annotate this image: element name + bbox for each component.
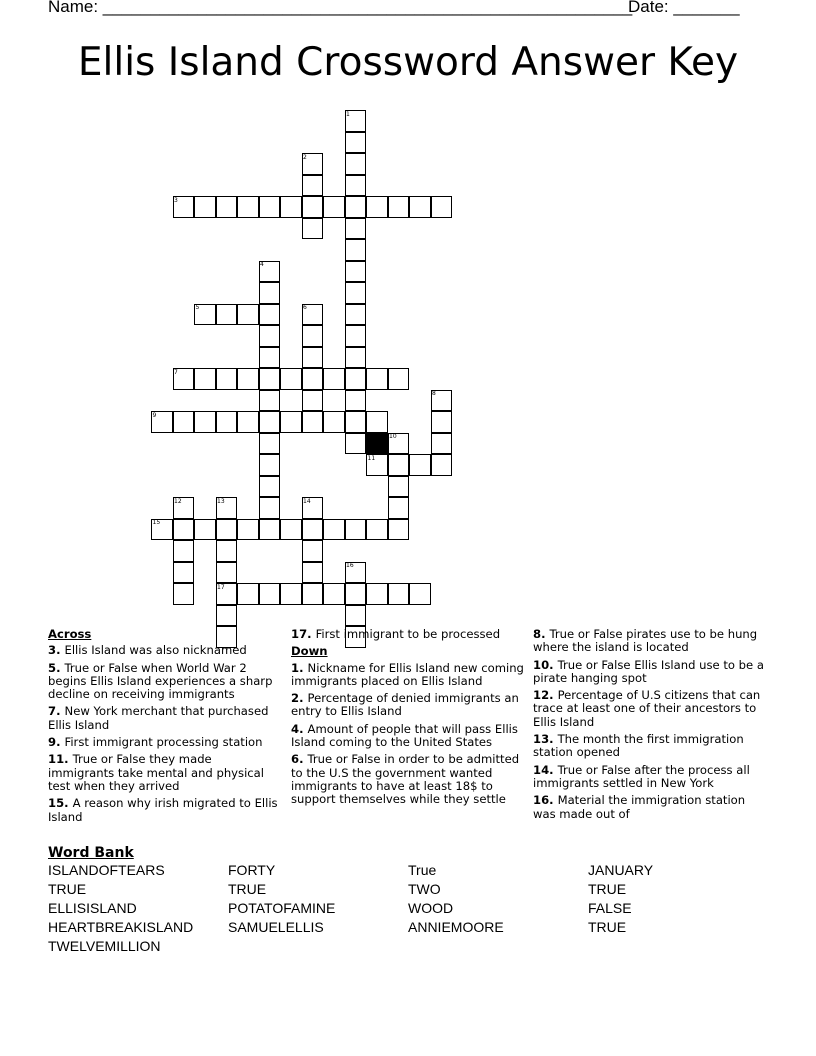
clue-number-label: 8.: [533, 627, 550, 641]
clue-item: [533, 689, 765, 729]
word-bank-item: WOOD: [408, 900, 454, 916]
crossword-cell[interactable]: [431, 196, 453, 218]
crossword-cell[interactable]: [302, 540, 324, 562]
crossword-cell[interactable]: [173, 411, 195, 433]
crossword-cell[interactable]: [345, 304, 367, 326]
crossword-cell[interactable]: [302, 519, 324, 541]
clue-item: [48, 705, 280, 732]
crossword-cell[interactable]: [302, 390, 324, 412]
crossword-cell[interactable]: [345, 282, 367, 304]
crossword-cell[interactable]: [280, 196, 302, 218]
clue-item: [533, 794, 765, 821]
crossword-cell[interactable]: [216, 196, 238, 218]
name-field[interactable]: Name: ________________________________________________________: [48, 0, 633, 16]
clue-number: 11: [367, 454, 376, 462]
crossword-cell[interactable]: [280, 519, 302, 541]
crossword-cell[interactable]: [345, 583, 367, 605]
crossword-cell[interactable]: [431, 454, 453, 476]
clue-number: 2: [303, 153, 307, 161]
crossword-cell[interactable]: [366, 368, 388, 390]
word-bank-item: JANUARY: [588, 862, 654, 878]
crossword-cell[interactable]: [259, 433, 281, 455]
clue-text: New York merchant that purchased Ellis Island: [48, 704, 269, 732]
crossword-cell[interactable]: [323, 519, 345, 541]
clue-number-label: 14.: [533, 762, 558, 777]
crossword-cell[interactable]: [323, 583, 345, 605]
crossword-cell[interactable]: [237, 368, 259, 390]
clue-text: True or False when World War 2 begins Ellis Island experiences a sharp decline on receiving immigrants: [48, 660, 273, 702]
clue-number-label: 15.: [48, 796, 73, 811]
word-bank-item: HEARTBREAKISLAND: [48, 919, 194, 935]
clue-number-label: 2.: [291, 691, 308, 706]
clue-text: Ellis Island was also nicknamed: [64, 643, 247, 658]
clue-text: A reason why irish migrated to Ellis Island: [48, 796, 278, 824]
crossword-cell[interactable]: [345, 368, 367, 390]
clue-item: [291, 753, 525, 806]
crossword-cell[interactable]: [323, 368, 345, 390]
crossword-cell[interactable]: [173, 583, 195, 605]
clue-number-label: 9.: [48, 735, 65, 750]
clue-number-label: 11.: [48, 752, 73, 767]
crossword-cell[interactable]: [259, 390, 281, 412]
crossword-cell[interactable]: [237, 519, 259, 541]
clue-text: True or False in order to be admitted to the U.S the government wanted immigrants to have at least 18$ to support themselves while they settle: [291, 752, 520, 807]
clue-number: 8: [432, 390, 436, 397]
crossword-cell[interactable]: [345, 153, 367, 175]
word-bank-item: SAMUELELLIS: [228, 919, 324, 935]
clue-text: First immigrant to be processed: [315, 627, 501, 641]
crossword-cell[interactable]: [259, 282, 281, 304]
crossword-cell[interactable]: [366, 583, 388, 605]
crossword-cell[interactable]: [388, 476, 410, 498]
clue-number: 9: [152, 411, 157, 419]
crossword-cell[interactable]: [194, 368, 216, 390]
crossword-cell[interactable]: [194, 519, 216, 541]
crossword-cell[interactable]: [323, 411, 345, 433]
clue-item: [533, 764, 765, 791]
crossword-cell[interactable]: [259, 519, 281, 541]
crossword-cell[interactable]: [409, 196, 431, 218]
crossword-cell[interactable]: [345, 175, 367, 197]
crossword-cell[interactable]: [237, 304, 259, 326]
crossword-cell[interactable]: [237, 411, 259, 433]
crossword-cell[interactable]: [302, 175, 324, 197]
clue-number-label: 13.: [533, 732, 558, 747]
crossword-cell[interactable]: [302, 562, 324, 584]
word-bank-item: TWELVEMILLION: [48, 938, 161, 954]
crossword-cell[interactable]: [302, 325, 324, 347]
clues-column-2: [291, 628, 525, 811]
crossword-cell[interactable]: [302, 411, 324, 433]
crossword-cell[interactable]: [216, 519, 238, 541]
across-heading: Across: [48, 627, 92, 641]
crossword-cell[interactable]: [216, 540, 238, 562]
crossword-cell[interactable]: [345, 519, 367, 541]
crossword-cell[interactable]: [409, 583, 431, 605]
clue-number: 7: [174, 368, 178, 376]
word-bank-item: ISLANDOFTEARS: [48, 862, 165, 878]
clue-number: 16: [346, 562, 354, 569]
clue-text: Percentage of U.S citizens that can trace at least one of their ancestors to Ellis Island: [533, 688, 761, 729]
crossword-cell[interactable]: [388, 497, 410, 519]
clue-number: 4: [260, 261, 264, 268]
clue-number: 6: [303, 304, 307, 311]
clue-item: [48, 662, 280, 702]
clue-item: [48, 736, 280, 749]
crossword-cell[interactable]: [345, 390, 367, 412]
clue-text: Amount of people that will pass Ellis Island coming to the United States: [291, 721, 518, 750]
word-bank-item: TRUE: [48, 881, 87, 897]
word-bank-item: TWO: [408, 881, 441, 897]
crossword-cell[interactable]: [259, 368, 281, 390]
crossword-cell[interactable]: [345, 196, 367, 218]
clue-number-label: 4.: [291, 721, 308, 736]
crossword-cell[interactable]: [173, 540, 195, 562]
crossword-cell[interactable]: [259, 411, 281, 433]
crossword-cell[interactable]: [388, 368, 410, 390]
clue-item: [291, 692, 525, 719]
clue-text: Percentage of denied immigrants an entry to Ellis Island: [291, 691, 519, 719]
crossword-cell[interactable]: [237, 196, 259, 218]
crossword-cell[interactable]: [409, 454, 431, 476]
crossword-cell[interactable]: [302, 196, 324, 218]
crossword-cell[interactable]: [259, 325, 281, 347]
clue-number: 17: [217, 583, 225, 591]
crossword-cell[interactable]: [388, 454, 410, 476]
crossword-cell[interactable]: [280, 411, 302, 433]
clue-number-label: 7.: [48, 704, 65, 719]
crossword-cell[interactable]: [302, 368, 324, 390]
clue-text: True or False Ellis Island use to be a pirate hanging spot: [533, 657, 764, 685]
crossword-cell[interactable]: [216, 304, 238, 326]
crossword-cell[interactable]: [259, 304, 281, 326]
clue-item: [291, 628, 525, 641]
word-bank-item: FALSE: [588, 900, 632, 916]
clue-number: 5: [195, 304, 200, 311]
clue-item: [533, 628, 765, 655]
crossword-cell[interactable]: [259, 497, 281, 519]
crossword-cell[interactable]: [366, 196, 388, 218]
crossword-cell[interactable]: [345, 261, 367, 283]
crossword-cell[interactable]: [388, 583, 410, 605]
crossword-cell[interactable]: [194, 411, 216, 433]
crossword-cell[interactable]: [280, 368, 302, 390]
crossword-cell[interactable]: [194, 196, 216, 218]
crossword-cell[interactable]: [366, 519, 388, 541]
word-bank-item: ELLISISLAND: [48, 900, 137, 916]
clue-number-label: 6.: [291, 752, 308, 767]
clue-number: 1: [346, 110, 350, 118]
crossword-cell[interactable]: [345, 347, 367, 369]
clue-number-label: 5.: [48, 660, 65, 675]
crossword-cell[interactable]: [345, 325, 367, 347]
crossword-cell[interactable]: [323, 196, 345, 218]
crossword-black-cell: [366, 433, 388, 455]
clue-number-label: 1.: [291, 660, 308, 675]
clue-number: 3: [174, 196, 178, 204]
clue-item: [533, 659, 765, 686]
crossword-cell[interactable]: [173, 562, 195, 584]
crossword-cell[interactable]: [388, 519, 410, 541]
crossword-cell[interactable]: [216, 368, 238, 390]
clue-item: [533, 733, 765, 760]
crossword-cell[interactable]: [237, 583, 259, 605]
clues-column-1: [48, 628, 280, 828]
crossword-cell[interactable]: [259, 347, 281, 369]
clue-text: True or False after the process all immigrants settled in New York: [533, 762, 750, 790]
crossword-cell[interactable]: [345, 218, 367, 240]
word-bank-item: TRUE: [588, 881, 627, 897]
clue-number: 14: [303, 497, 311, 505]
clue-item: [48, 753, 280, 793]
clue-item: [291, 723, 525, 750]
crossword-cell[interactable]: [259, 196, 281, 218]
clue-number: 13: [217, 497, 225, 505]
crossword-cell[interactable]: [259, 454, 281, 476]
crossword-cell[interactable]: [216, 562, 238, 584]
crossword-cell[interactable]: [302, 583, 324, 605]
clue-number-label: 10.: [533, 657, 558, 672]
word-bank-item: FORTY: [228, 862, 276, 878]
clues-column-3: [533, 628, 765, 825]
crossword-cell[interactable]: [388, 196, 410, 218]
page-title: Ellis Island Crossword Answer Key: [77, 40, 739, 85]
word-bank-item: TRUE: [588, 919, 627, 935]
clue-item: [291, 662, 525, 689]
crossword-cell[interactable]: [431, 411, 453, 433]
crossword-cell[interactable]: [345, 433, 367, 455]
date-field[interactable]: Date: _______: [628, 0, 740, 16]
crossword-cell[interactable]: [345, 132, 367, 154]
clue-text: Nickname for Ellis Island new coming immigrants placed on Ellis Island: [291, 660, 524, 688]
crossword-cell[interactable]: [173, 519, 195, 541]
clue-item: [48, 797, 280, 824]
crossword-cell[interactable]: [345, 411, 367, 433]
down-heading: Down: [291, 644, 328, 659]
word-bank-item: True: [408, 862, 437, 878]
word-bank-item: POTATOFAMINE: [228, 900, 336, 916]
clue-text: True or False they made immigrants take mental and physical test when they arrived: [48, 752, 265, 793]
crossword-cell[interactable]: [431, 433, 453, 455]
crossword-cell[interactable]: [216, 411, 238, 433]
crossword-cell[interactable]: [366, 411, 388, 433]
crossword-cell[interactable]: [302, 347, 324, 369]
crossword-cell[interactable]: [345, 239, 367, 261]
clue-number-label: 3.: [48, 643, 65, 658]
clue-number: 10: [389, 433, 397, 440]
clue-item: [48, 644, 280, 657]
crossword-cell[interactable]: [259, 583, 281, 605]
crossword-cell[interactable]: [280, 583, 302, 605]
clue-number-label: 17.: [291, 627, 316, 641]
clue-text: First immigrant processing station: [64, 735, 263, 750]
clue-number: 15: [152, 519, 161, 526]
clue-number-label: 12.: [533, 688, 558, 703]
word-bank-title: Word Bank: [48, 845, 134, 861]
crossword-cell[interactable]: [216, 605, 238, 627]
word-bank-item: TRUE: [228, 881, 267, 897]
word-bank-item: ANNIEMOORE: [408, 919, 504, 935]
clue-number: 12: [174, 497, 182, 505]
clue-number-label: 16.: [533, 793, 558, 808]
clue-text: True or False pirates use to be hung where the island is located: [533, 627, 758, 655]
clue-text: The month the first immigration station opened: [533, 732, 744, 760]
crossword-cell[interactable]: [345, 605, 367, 627]
crossword-cell[interactable]: [302, 218, 324, 240]
clue-text: Material the immigration station was made out of: [533, 793, 746, 821]
crossword-cell[interactable]: [259, 476, 281, 498]
